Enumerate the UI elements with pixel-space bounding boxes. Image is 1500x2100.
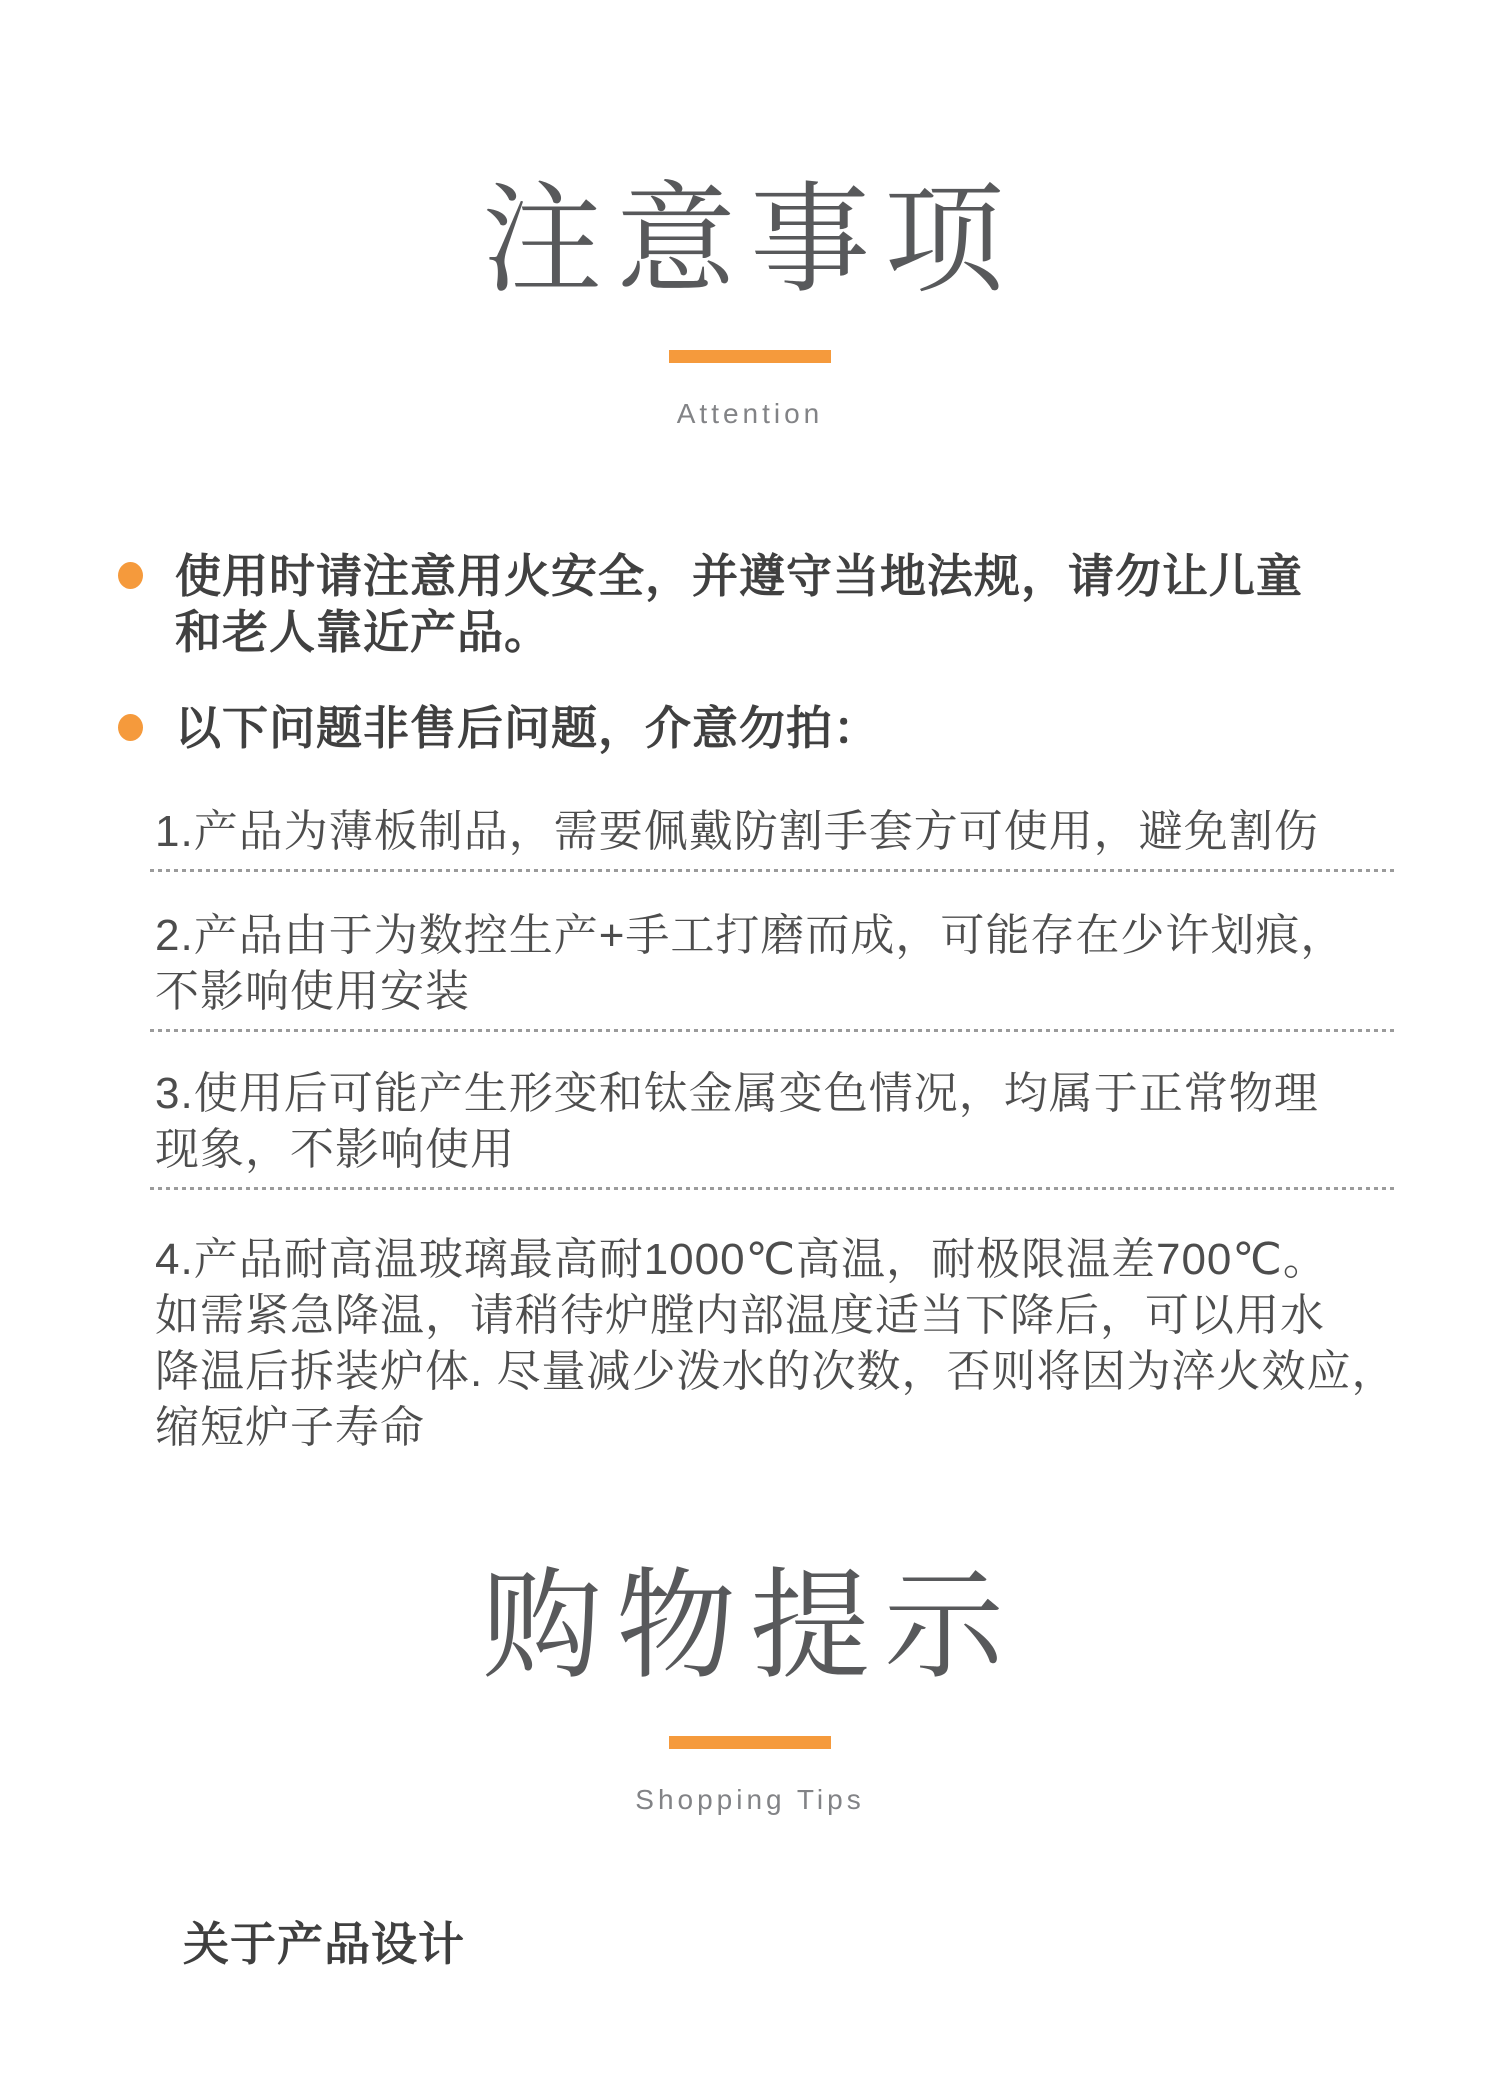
shopping-subtitle: Shopping Tips <box>635 1784 865 1815</box>
bullet-dot-icon <box>118 562 143 589</box>
attention-note-4 <box>155 1232 1400 1456</box>
attention-bullet-1-text <box>175 548 1303 660</box>
bullet-line: 使用时请注意用火安全，并遵守当地法规，请勿让儿童 <box>175 550 1303 602</box>
attention-bullet-1 <box>0 548 1500 660</box>
attention-bullet-2 <box>0 700 1500 756</box>
note-line: 现象，不影响使用 <box>155 1125 515 1174</box>
shopping-accent-bar <box>669 1736 831 1749</box>
clipped-next-heading: 关于产品设计 <box>183 1918 465 1970</box>
attention-bullet-2-text <box>175 700 880 756</box>
attention-accent-bar <box>669 350 831 363</box>
dashed-divider <box>150 1029 1395 1032</box>
attention-subtitle: Attention <box>676 398 824 429</box>
attention-note-1 <box>155 804 1400 860</box>
note-line: 4.产品耐高温玻璃最高耐1000℃高温，耐极限温差700℃。 <box>155 1235 1328 1284</box>
note-line: 不影响使用安装 <box>155 967 470 1016</box>
note-line: 1.产品为薄板制品，需要佩戴防割手套方可使用，避免割伤 <box>155 807 1319 856</box>
attention-section-header <box>0 173 1500 430</box>
note-line: 降温后拆装炉体. 尽量减少泼水的次数，否则将因为淬火效应， <box>155 1347 1397 1396</box>
dashed-divider <box>150 869 1395 872</box>
attention-title: 注意事项 <box>482 173 1018 307</box>
bullet-line: 以下问题非售后问题，介意勿拍： <box>175 702 880 754</box>
attention-note-2 <box>155 908 1400 1020</box>
dashed-divider <box>150 1187 1395 1190</box>
note-line: 缩短炉子寿命 <box>155 1403 425 1452</box>
shopping-title: 购物提示 <box>482 1559 1018 1693</box>
shopping-section-header <box>0 1559 1500 1816</box>
note-line: 2.产品由于为数控生产+手工打磨而成，可能存在少许划痕， <box>155 911 1346 960</box>
bullet-dot-icon <box>118 714 143 741</box>
bullet-line: 和老人靠近产品。 <box>175 606 551 658</box>
product-description-page <box>0 173 1500 2100</box>
note-line: 3.使用后可能产生形变和钛金属变色情况，均属于正常物理 <box>155 1069 1319 1118</box>
attention-note-3 <box>155 1066 1400 1178</box>
note-line: 如需紧急降温，请稍待炉膛内部温度适当下降后，可以用水 <box>155 1291 1325 1340</box>
